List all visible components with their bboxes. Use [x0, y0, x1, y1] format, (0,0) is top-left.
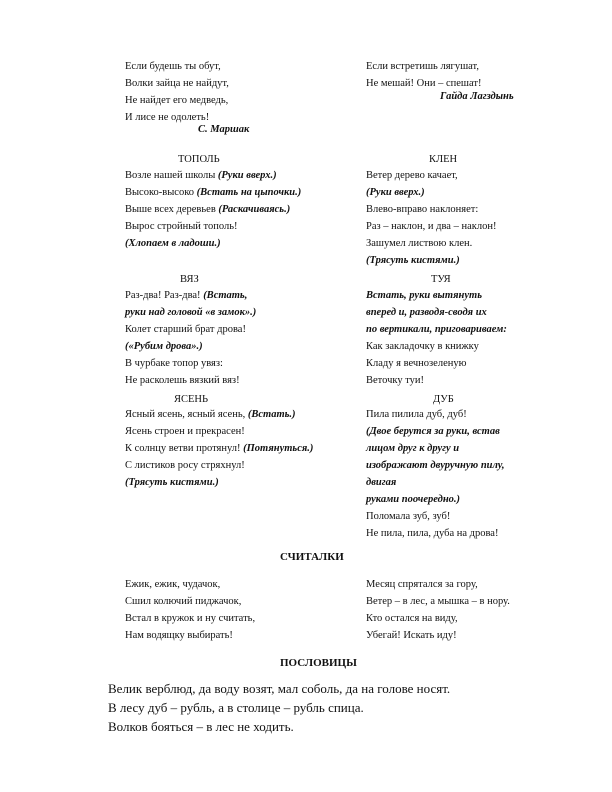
- poem-line: Раз-два! Раз-два! (Встать,: [125, 290, 248, 301]
- title-klen: КЛЕН: [429, 154, 458, 165]
- poem-line: И лисе не одолеть!: [125, 112, 210, 123]
- poem-line: по вертикали, приговариваем:: [366, 324, 507, 335]
- poem-line: Как закладочку в книжку: [366, 341, 479, 352]
- poem-line: Ветер – в лес, а мышка – в нору.: [366, 596, 510, 607]
- poem-line: (Хлопаем в ладоши.): [125, 238, 221, 249]
- poem-line: Веточку туи!: [366, 375, 425, 386]
- poem-line: Кто остался на виду,: [366, 613, 458, 624]
- poem-line: Если будешь ты обут,: [125, 61, 221, 72]
- poem-line: Встать, руки вытянуть: [366, 290, 482, 301]
- poem-line: (Трясуть кистями.): [125, 477, 219, 488]
- poem-line: изображают двуручную пилу,: [366, 460, 505, 471]
- title-yasen: ЯСЕНЬ: [174, 394, 209, 405]
- poem-line: двигая: [366, 477, 397, 488]
- poem-line: Ясень строен и прекрасен!: [125, 426, 245, 437]
- poem-line: Убегай! Искать иду!: [366, 630, 457, 641]
- title-tuya: ТУЯ: [431, 274, 451, 285]
- poem-line: Зашумел листвою клен.: [366, 238, 473, 249]
- poem-line: К солнцу ветви протянул! (Потянуться.): [125, 443, 314, 454]
- poem-line: Ясный ясень, ясный ясень, (Встать.): [125, 409, 296, 420]
- poem-line: Влево-вправо наклоняет:: [366, 204, 479, 215]
- title-vyaz: ВЯЗ: [180, 274, 199, 285]
- poem-line: Не расколешь вязкий вяз!: [125, 375, 240, 386]
- poem-line: Возле нашей школы (Руки вверх.): [125, 170, 277, 181]
- poem-line: Поломала зуб, зуб!: [366, 511, 451, 522]
- poem-line: Волки зайца не найдут,: [125, 78, 229, 89]
- poem-line: Сшил колючий пиджачок,: [125, 596, 242, 607]
- poem-line: (Двое берутся за руки, встав: [366, 426, 500, 437]
- poem-line: («Рубим дрова».): [125, 341, 203, 352]
- poem-line: Пила пилила дуб, дуб!: [366, 409, 467, 420]
- poem-line: Не найдет его медведь,: [125, 95, 229, 106]
- poem-line: (Руки вверх.): [366, 187, 425, 198]
- poem-line: Не пила, пила, дуба на дрова!: [366, 528, 499, 539]
- poem-line: Ежик, ежик, чудачок,: [125, 579, 221, 590]
- poem-line: Кладу я вечнозеленую: [366, 358, 467, 369]
- poem-line: Месяц спрятался за гору,: [366, 579, 478, 590]
- poem-line: Если встретишь лягушат,: [366, 61, 479, 72]
- poem-line: (Трясуть кистями.): [366, 255, 460, 266]
- section-title-poslovitsy: ПОСЛОВИЦЫ: [280, 657, 357, 669]
- poem-line: С листиков росу стряхнул!: [125, 460, 245, 471]
- poem-line: Колет старший брат дрова!: [125, 324, 246, 335]
- poem-line: Раз – наклон, и два – наклон!: [366, 221, 497, 232]
- poem-line: Выше всех деревьев (Раскачиваясь.): [125, 204, 291, 215]
- title-topol: ТОПОЛЬ: [178, 154, 220, 165]
- title-dub: ДУБ: [433, 394, 454, 405]
- proverb-line: В лесу дуб – рубль, а в столице – рубль спица.: [108, 700, 364, 715]
- poem-line: руками поочередно.): [366, 494, 461, 505]
- poem-line: Не мешай! Они – спешат!: [366, 78, 482, 89]
- poem-line: Вырос стройный тополь!: [125, 221, 238, 232]
- proverb-line: Волков бояться – в лес не ходить.: [108, 719, 294, 734]
- section-title-schitalki: СЧИТАЛКИ: [280, 551, 344, 563]
- proverb-line: Велик верблюд, да воду возят, мал соболь, да на голове носят.: [108, 681, 451, 696]
- poem-line: Высоко-высоко (Встать на цыпочки.): [125, 187, 302, 198]
- poem-line: Ветер дерево качает,: [366, 170, 458, 181]
- author-marshak: С. Маршак: [198, 124, 250, 135]
- poem-line: лицом друг к другу и: [366, 443, 460, 454]
- poem-line: Встал в кружок и ну считать,: [125, 613, 256, 624]
- poem-line: вперед и, разводя-сводя их: [366, 307, 487, 318]
- poem-line: Нам водящку выбирать!: [125, 630, 233, 641]
- poem-line: руки над головой «в замок».): [125, 307, 257, 318]
- poem-line: В чурбаке топор увяз:: [125, 358, 223, 369]
- author-lagzdyn: Гайда Лагздынь: [440, 91, 514, 102]
